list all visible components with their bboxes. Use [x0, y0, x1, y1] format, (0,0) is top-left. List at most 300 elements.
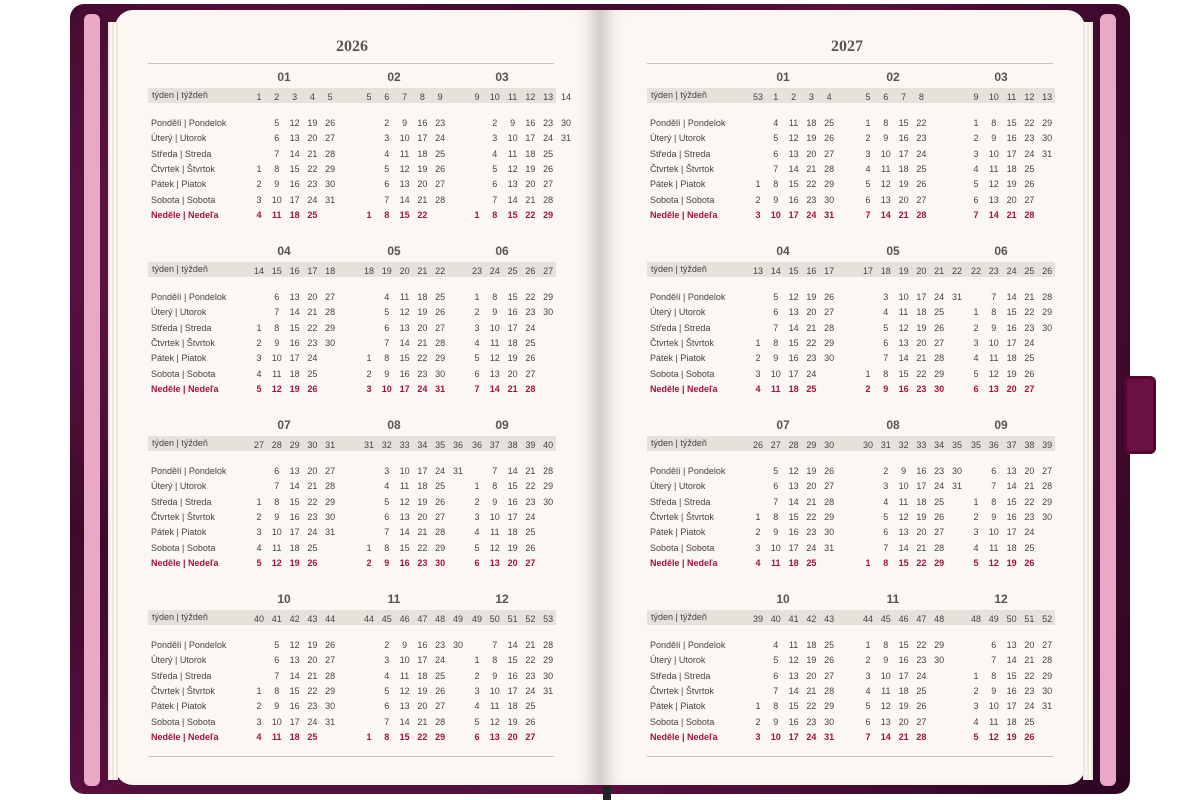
week-number: 38: [507, 440, 518, 450]
day-number: 18: [898, 685, 909, 696]
day-number: 10: [988, 701, 999, 712]
day-number: 21: [898, 209, 909, 220]
weekday-label: Čtvrtek | Štvrtok: [650, 163, 714, 174]
day-number: 9: [991, 322, 997, 333]
day-number: 4: [865, 163, 871, 174]
day-number: 18: [1006, 163, 1017, 174]
day-number: 25: [435, 292, 446, 302]
day-number: 23: [916, 655, 927, 666]
day-number: 12: [289, 640, 300, 650]
day-number: 11: [788, 118, 799, 128]
day-number: 26: [325, 640, 336, 650]
day-number: 17: [788, 542, 799, 553]
week-number: 25: [1024, 266, 1035, 276]
day-number: 16: [788, 716, 799, 727]
week-number: 51: [1024, 614, 1035, 624]
week-number: 5: [366, 92, 372, 102]
day-number: 1: [366, 209, 372, 220]
day-number: 18: [806, 640, 817, 650]
day-number: 3: [755, 542, 761, 553]
weekday-label: Pátek | Piatok: [650, 353, 706, 364]
day-number: 11: [881, 685, 891, 696]
day-number: 1: [366, 353, 372, 364]
day-number: 18: [916, 307, 927, 318]
day-number: 18: [916, 496, 927, 507]
day-number: 23: [1024, 322, 1035, 333]
day-number: 18: [788, 383, 799, 394]
day-number: 16: [399, 368, 410, 379]
day-number: 6: [991, 640, 997, 650]
day-number: 29: [325, 322, 336, 333]
day-number: 27: [525, 731, 536, 742]
day-number: 17: [399, 383, 410, 394]
week-number: 9: [474, 92, 480, 102]
week-number: 24: [489, 266, 500, 276]
week-number: 3: [292, 92, 298, 102]
weekday-label: Středa | Streda: [151, 496, 212, 507]
day-number: 20: [507, 557, 518, 568]
day-number: 8: [274, 685, 280, 696]
day-number: 26: [824, 655, 835, 666]
day-number: 20: [307, 466, 318, 476]
day-number: 9: [274, 337, 280, 348]
weekday-label: Čtvrtek | Štvrtok: [151, 511, 215, 522]
day-number: 25: [806, 557, 817, 568]
day-number: 30: [325, 701, 336, 712]
weekday-label: Čtvrtek | Štvrtok: [151, 163, 215, 174]
weekday-label: Středa | Streda: [151, 322, 212, 333]
month-name: 10: [277, 592, 291, 606]
day-number: 17: [289, 353, 300, 364]
day-number: 13: [880, 194, 891, 205]
day-number: 6: [274, 133, 280, 144]
day-number: 26: [934, 511, 945, 522]
weekday-label: Čtvrtek | Štvrtok: [151, 685, 215, 696]
day-number: 12: [489, 353, 500, 364]
day-number: 8: [274, 322, 280, 333]
week-number: 40: [253, 614, 264, 624]
day-number: 30: [951, 466, 962, 476]
day-number: 8: [883, 368, 889, 379]
day-number: 10: [898, 481, 909, 492]
day-number: 30: [1042, 685, 1053, 696]
day-number: 17: [1006, 701, 1017, 712]
weekday-label: Úterý | Utorok: [650, 133, 706, 144]
day-number: 20: [307, 133, 318, 144]
day-number: 8: [773, 511, 779, 522]
day-number: 5: [384, 685, 390, 696]
day-number: 13: [399, 701, 410, 712]
weekday-label: Úterý | Utorok: [650, 307, 706, 318]
day-number: 25: [435, 481, 446, 492]
week-number: 36: [988, 440, 999, 450]
day-number: 29: [824, 701, 835, 712]
day-number: 24: [806, 368, 817, 379]
day-number: 9: [274, 511, 280, 522]
day-number: 29: [1042, 118, 1053, 128]
day-number: 5: [256, 383, 262, 394]
day-number: 20: [1024, 640, 1035, 650]
day-number: 4: [773, 118, 779, 128]
day-number: 25: [435, 670, 446, 681]
day-number: 19: [806, 292, 817, 302]
week-number: 43: [824, 614, 835, 624]
week-number: 36: [471, 440, 482, 450]
day-number: 20: [1024, 466, 1035, 476]
day-number: 29: [435, 353, 446, 364]
day-number: 18: [1006, 716, 1017, 727]
week-number: 24: [1006, 266, 1017, 276]
day-number: 7: [773, 496, 779, 507]
day-number: 26: [1024, 731, 1035, 742]
day-number: 8: [991, 118, 997, 128]
day-number: 14: [399, 716, 410, 727]
weekday-label: Čtvrtek | Štvrtok: [650, 337, 714, 348]
week-number: 34: [417, 440, 428, 450]
day-number: 18: [1006, 542, 1017, 553]
day-number: 2: [474, 307, 480, 318]
day-number: 2: [256, 701, 262, 712]
day-number: 25: [307, 209, 318, 220]
week-number: 15: [788, 266, 799, 276]
day-number: 18: [289, 542, 300, 553]
day-number: 13: [788, 307, 799, 318]
day-number: 26: [824, 466, 835, 476]
week-number: 31: [363, 440, 374, 450]
week-number: 40: [770, 614, 781, 624]
week-number: 30: [307, 440, 318, 450]
weekday-label: Pátek | Piatok: [151, 527, 207, 538]
day-number: 31: [1042, 701, 1053, 712]
day-number: 28: [435, 337, 446, 348]
day-number: 16: [788, 353, 799, 364]
day-number: 8: [384, 542, 390, 553]
day-number: 20: [806, 670, 817, 681]
day-number: 30: [934, 655, 945, 666]
day-number: 17: [788, 209, 799, 220]
day-number: 31: [325, 194, 336, 205]
day-number: 8: [991, 307, 997, 318]
week-number: 36: [452, 440, 463, 450]
day-number: 20: [806, 307, 817, 318]
day-number: 26: [916, 701, 927, 712]
day-number: 20: [916, 527, 927, 538]
day-number: 1: [366, 542, 372, 553]
day-number: 19: [806, 133, 817, 144]
day-number: 3: [256, 194, 262, 205]
week-number: 37: [489, 440, 500, 450]
month-name: 09: [495, 418, 509, 432]
day-number: 28: [824, 322, 835, 333]
day-number: 28: [1042, 292, 1053, 302]
day-number: 8: [274, 163, 280, 174]
day-number: 10: [489, 685, 500, 696]
day-number: 20: [417, 511, 428, 522]
day-number: 6: [991, 466, 997, 476]
day-number: 13: [289, 466, 300, 476]
bookmark-ribbon: [603, 786, 611, 800]
day-number: 6: [883, 527, 889, 538]
day-number: 29: [543, 655, 554, 666]
day-number: 8: [991, 670, 997, 681]
day-number: 18: [417, 481, 428, 492]
weekday-label: Pondělí | Pondelok: [151, 292, 227, 302]
day-number: 12: [988, 368, 999, 379]
weekday-label: Středa | Streda: [650, 148, 711, 159]
week-number: 53: [752, 92, 763, 102]
day-number: 17: [507, 685, 518, 696]
day-number: 20: [806, 148, 817, 159]
year-title: 2026: [336, 38, 368, 55]
day-number: 19: [898, 701, 909, 712]
day-number: 2: [973, 685, 979, 696]
day-number: 19: [507, 716, 518, 727]
day-number: 5: [973, 731, 979, 742]
day-number: 8: [883, 640, 889, 650]
day-number: 3: [865, 148, 871, 159]
day-number: 6: [274, 466, 280, 476]
weekday-label: Středa | Streda: [650, 670, 711, 681]
day-number: 15: [289, 322, 300, 333]
day-number: 3: [366, 383, 372, 394]
day-number: 8: [274, 496, 280, 507]
week-number: 19: [381, 266, 392, 276]
week-number: 13: [752, 266, 763, 276]
day-number: 13: [489, 368, 500, 379]
day-number: 18: [289, 731, 300, 742]
header-rule: [148, 63, 554, 64]
day-number: 7: [773, 163, 779, 174]
weekday-label: Úterý | Utorok: [151, 481, 207, 492]
day-number: 18: [507, 337, 518, 348]
day-number: 6: [274, 655, 280, 666]
week-number: 11: [507, 92, 518, 102]
weekday-label: Pátek | Piatok: [151, 701, 207, 712]
day-number: 9: [773, 716, 779, 727]
day-number: 30: [325, 511, 336, 522]
day-number: 17: [507, 511, 518, 522]
day-number: 17: [916, 481, 927, 492]
day-number: 20: [307, 292, 318, 302]
day-number: 24: [435, 133, 446, 144]
day-number: 4: [474, 701, 480, 712]
page-edge-right: [1100, 14, 1116, 786]
day-number: 15: [289, 685, 300, 696]
day-number: 13: [399, 322, 410, 333]
week-number: 42: [806, 614, 817, 624]
week-number: 22: [951, 266, 962, 276]
day-number: 23: [934, 466, 945, 476]
day-number: 5: [384, 496, 390, 507]
day-number: 27: [325, 292, 336, 302]
week-number: 11: [1006, 92, 1017, 102]
day-number: 28: [525, 383, 536, 394]
day-number: 28: [916, 209, 927, 220]
day-number: 2: [256, 179, 262, 190]
day-number: 7: [991, 292, 997, 302]
day-number: 6: [973, 383, 979, 394]
week-number: 30: [824, 440, 835, 450]
day-number: 1: [755, 511, 761, 522]
day-number: 23: [307, 701, 318, 712]
week-number: 6: [384, 92, 390, 102]
elastic-band: [1124, 376, 1156, 454]
day-number: 13: [880, 716, 891, 727]
day-number: 19: [417, 163, 428, 174]
day-number: 13: [1006, 640, 1017, 650]
day-number: 7: [865, 731, 871, 742]
day-number: 25: [307, 542, 318, 553]
day-number: 31: [824, 731, 835, 742]
week-number: 19: [898, 266, 909, 276]
day-number: 3: [973, 701, 979, 712]
day-number: 10: [271, 353, 282, 364]
day-number: 3: [384, 466, 390, 476]
day-number: 22: [1024, 307, 1035, 318]
day-number: 22: [307, 163, 318, 174]
day-number: 17: [417, 466, 428, 476]
day-number: 30: [560, 118, 571, 128]
day-number: 3: [474, 685, 480, 696]
day-number: 9: [883, 655, 889, 666]
day-number: 22: [806, 701, 817, 712]
week-number: 47: [417, 614, 428, 624]
day-number: 11: [881, 163, 891, 174]
day-number: 19: [1006, 731, 1017, 742]
week-number: 52: [1042, 614, 1053, 624]
day-number: 2: [973, 511, 979, 522]
day-number: 3: [492, 133, 498, 144]
day-number: 24: [806, 209, 817, 220]
day-number: 27: [435, 511, 446, 522]
day-number: 2: [256, 337, 262, 348]
day-number: 4: [973, 353, 979, 364]
day-number: 18: [417, 148, 428, 159]
day-number: 12: [289, 118, 300, 128]
day-number: 16: [788, 194, 799, 205]
day-number: 17: [788, 368, 799, 379]
day-number: 7: [773, 322, 779, 333]
day-number: 21: [307, 481, 318, 492]
day-number: 31: [325, 527, 336, 538]
day-number: 21: [417, 527, 428, 538]
day-number: 3: [865, 670, 871, 681]
week-number: 4: [309, 92, 315, 102]
day-number: 16: [289, 511, 300, 522]
day-number: 6: [384, 322, 390, 333]
day-number: 28: [325, 670, 336, 681]
day-number: 23: [525, 670, 536, 681]
week-number: 26: [525, 266, 536, 276]
day-number: 27: [1024, 383, 1035, 394]
day-number: 23: [417, 368, 428, 379]
day-number: 3: [256, 716, 262, 727]
week-number: 16: [806, 266, 817, 276]
week-number: 14: [560, 92, 571, 102]
day-number: 28: [435, 194, 446, 205]
weekday-label: Středa | Streda: [151, 670, 212, 681]
week-number: 23: [988, 266, 999, 276]
week-number: 5: [865, 92, 871, 102]
day-number: 17: [507, 322, 518, 333]
day-number: 12: [880, 179, 891, 190]
day-number: 20: [806, 481, 817, 492]
day-number: 24: [934, 292, 945, 302]
day-number: 22: [525, 292, 536, 302]
day-number: 5: [384, 163, 390, 174]
day-number: 14: [788, 322, 799, 333]
day-number: 30: [824, 194, 835, 205]
weekday-label: Pondělí | Pondelok: [650, 118, 726, 128]
day-number: 12: [489, 542, 500, 553]
day-number: 24: [307, 194, 318, 205]
day-number: 15: [507, 292, 518, 302]
day-number: 31: [325, 716, 336, 727]
day-number: 10: [507, 133, 518, 144]
month-name: 07: [277, 418, 291, 432]
day-number: 7: [384, 194, 390, 205]
weekday-label: Úterý | Utorok: [151, 133, 207, 144]
week-number: 22: [435, 266, 446, 276]
day-number: 11: [399, 670, 410, 681]
day-number: 15: [898, 640, 909, 650]
day-number: 6: [274, 292, 280, 302]
day-number: 26: [1024, 179, 1035, 190]
day-number: 10: [770, 542, 781, 553]
page-edge-left: [84, 14, 100, 786]
day-number: 9: [991, 685, 997, 696]
day-number: 30: [325, 179, 336, 190]
week-number: 49: [452, 614, 463, 624]
day-number: 14: [507, 466, 518, 476]
day-number: 27: [325, 655, 336, 666]
week-number: 1: [256, 92, 262, 102]
day-number: 30: [1042, 511, 1053, 522]
day-number: 4: [384, 481, 390, 492]
day-number: 15: [507, 655, 518, 666]
month-name: 10: [776, 592, 790, 606]
day-number: 18: [525, 148, 536, 159]
day-number: 1: [865, 557, 871, 568]
day-number: 8: [492, 292, 498, 302]
day-number: 11: [272, 542, 282, 553]
day-number: 5: [973, 368, 979, 379]
day-number: 20: [916, 337, 927, 348]
day-number: 1: [474, 292, 480, 302]
day-number: 21: [806, 322, 817, 333]
day-number: 2: [865, 383, 871, 394]
page-stack-left: [108, 22, 118, 780]
day-number: 19: [417, 496, 428, 507]
day-number: 23: [1024, 685, 1035, 696]
week-number: 4: [826, 92, 832, 102]
week-number: 16: [289, 266, 300, 276]
day-number: 1: [973, 496, 979, 507]
day-number: 4: [256, 368, 262, 379]
day-number: 8: [384, 731, 390, 742]
day-number: 30: [543, 307, 554, 318]
day-number: 24: [417, 383, 428, 394]
day-number: 13: [788, 148, 799, 159]
day-number: 4: [492, 148, 498, 159]
day-number: 21: [916, 353, 927, 364]
day-number: 26: [435, 496, 446, 507]
day-number: 21: [307, 307, 318, 318]
day-number: 24: [806, 731, 817, 742]
day-number: 11: [989, 353, 999, 364]
day-number: 16: [507, 307, 518, 318]
day-number: 25: [543, 148, 554, 159]
